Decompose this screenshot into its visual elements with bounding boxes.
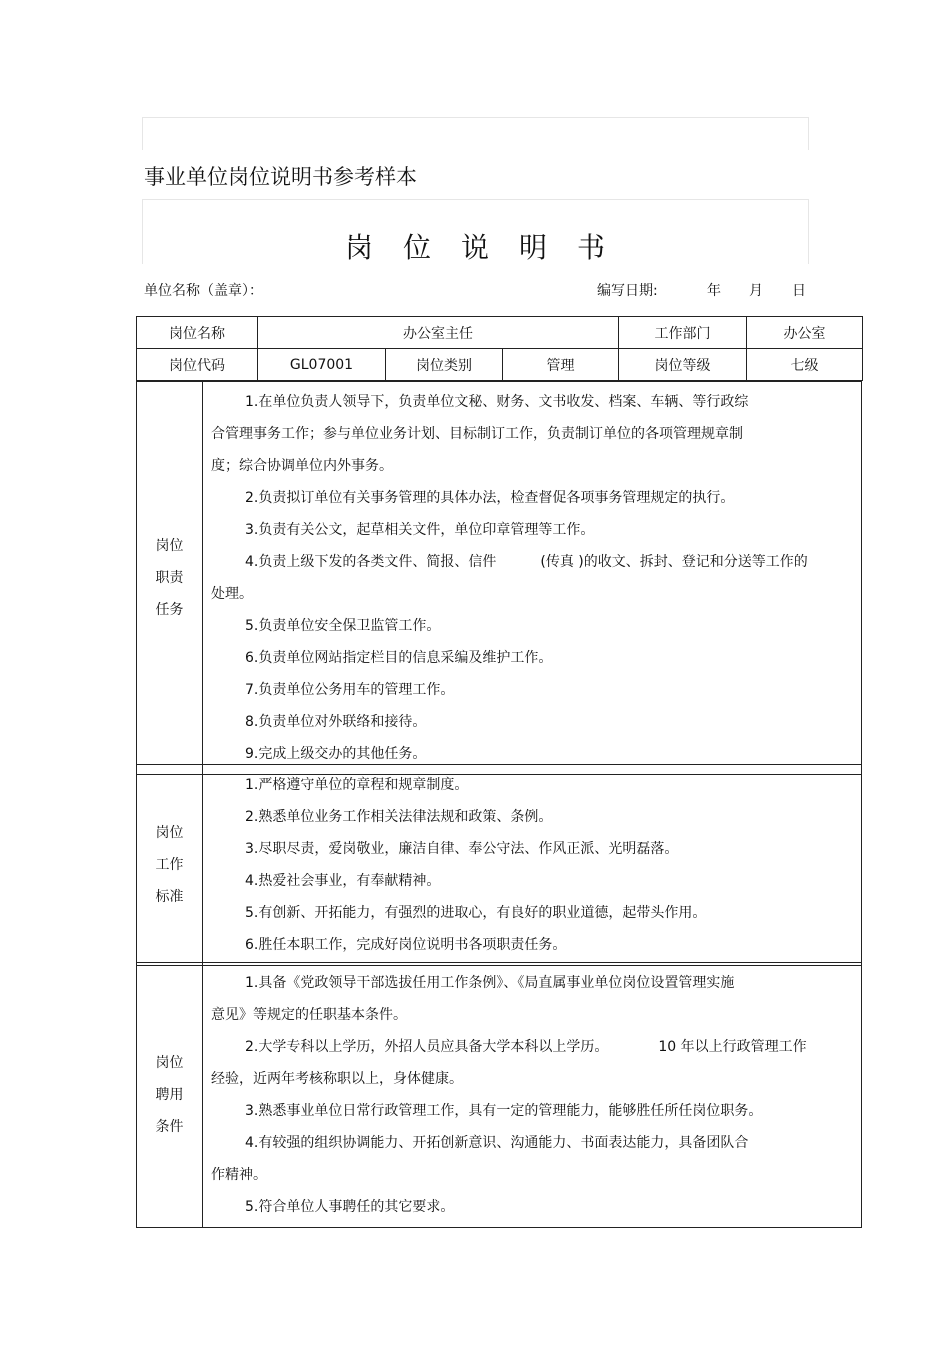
post-code-value: GL07001 xyxy=(258,349,386,381)
list-item: 7.负责单位公务用车的管理工作。 xyxy=(245,682,455,698)
date-year: 年 xyxy=(707,283,721,299)
conditions-list xyxy=(203,963,862,1228)
list-item: 6.负责单位网站指定栏目的信息采编及维护工作。 xyxy=(245,650,553,666)
list-item: 合管理事务工作；参与单位业务计划、目标制订工作，负责制订单位的各项管理规章制 xyxy=(211,426,743,442)
post-name-label: 岗位名称 xyxy=(137,317,258,349)
list-item: 2.大学专科以上学历，外招人员应具备大学本科以上学历。 10 年以上行政管理工作 xyxy=(245,1039,807,1055)
conditions-label: 岗位 聘用 条件 xyxy=(137,963,203,1228)
list-item: 5.有创新、开拓能力，有强烈的进取心，有良好的职业道德，起带头作用。 xyxy=(245,905,707,921)
list-item: 4.热爱社会事业，有奉献精神。 xyxy=(245,873,441,889)
grade-label: 岗位等级 xyxy=(619,349,747,381)
top-frame xyxy=(142,117,809,150)
post-code-label: 岗位代码 xyxy=(137,349,258,381)
header-row-2 xyxy=(137,349,863,381)
list-item: 作精神。 xyxy=(211,1167,267,1183)
list-item: 8.负责单位对外联络和接待。 xyxy=(245,714,427,730)
list-item: 1.严格遵守单位的章程和规章制度。 xyxy=(245,777,469,793)
date-month: 月 xyxy=(749,283,763,299)
list-item: 1.在单位负责人领导下，负责单位文秘、财务、文书收发、档案、车辆、等行政综 xyxy=(245,394,749,410)
form-title: 岗位说明书 xyxy=(344,231,635,264)
post-name-value: 办公室主任 xyxy=(258,317,619,349)
list-item: 5.负责单位安全保卫监管工作。 xyxy=(245,618,441,634)
list-item: 经验，近两年考核称职以上，身体健康。 xyxy=(211,1071,463,1087)
list-item: 9.完成上级交办的其他任务。 xyxy=(245,746,427,762)
dept-value: 办公室 xyxy=(747,317,863,349)
list-item: 处理。 xyxy=(211,586,253,602)
list-item: 2.熟悉单位业务工作相关法律法规和政策、条例。 xyxy=(245,809,553,825)
list-item: 3.尽职尽责，爱岗敬业，廉洁自律、奉公守法、作风正派、光明磊落。 xyxy=(245,841,679,857)
conditions-section xyxy=(136,962,862,1228)
list-item: 3.熟悉事业单位日常行政管理工作，具有一定的管理能力，能够胜任所任岗位职务。 xyxy=(245,1103,763,1119)
list-item: 2.负责拟订单位有关事务管理的具体办法，检查督促各项事务管理规定的执行。 xyxy=(245,490,735,506)
list-item: 4.负责上级下发的各类文件、简报、信件 (传真 )的收文、拆封、登记和分送等工作的 xyxy=(245,554,808,570)
standards-label: 岗位 工作 标准 xyxy=(137,765,203,966)
duties-list xyxy=(203,382,862,775)
header-row-1 xyxy=(137,317,863,349)
document-title: 事业单位岗位说明书参考样本 xyxy=(144,165,417,189)
grade-value: 七级 xyxy=(747,349,863,381)
header-table xyxy=(136,316,863,381)
list-item: 度；综合协调单位内外事务。 xyxy=(211,458,393,474)
list-item: 6.胜任本职工作，完成好岗位说明书各项职责任务。 xyxy=(245,937,567,953)
list-item: 意见》等规定的任职基本条件。 xyxy=(211,1007,407,1023)
unit-name-label: 单位名称（盖章）： xyxy=(144,283,263,299)
date-day: 日 xyxy=(792,283,806,299)
duties-label: 岗位 职责 任务 xyxy=(137,382,203,775)
standards-list xyxy=(203,765,862,966)
list-item: 4.有较强的组织协调能力、开拓创新意识、沟通能力、书面表达能力，具备团队合 xyxy=(245,1135,749,1151)
standards-section xyxy=(136,764,862,966)
category-value: 管理 xyxy=(503,349,619,381)
list-item: 5.符合单位人事聘任的其它要求。 xyxy=(245,1199,455,1215)
category-label: 岗位类别 xyxy=(386,349,503,381)
duties-section xyxy=(136,381,862,775)
dept-label: 工作部门 xyxy=(619,317,747,349)
list-item: 1.具备《党政领导干部选拔任用工作条例》、《局直属事业单位岗位设置管理实施 xyxy=(245,975,735,991)
list-item: 3.负责有关公文，起草相关文件，单位印章管理等工作。 xyxy=(245,522,595,538)
date-label: 编写日期: xyxy=(597,283,658,299)
